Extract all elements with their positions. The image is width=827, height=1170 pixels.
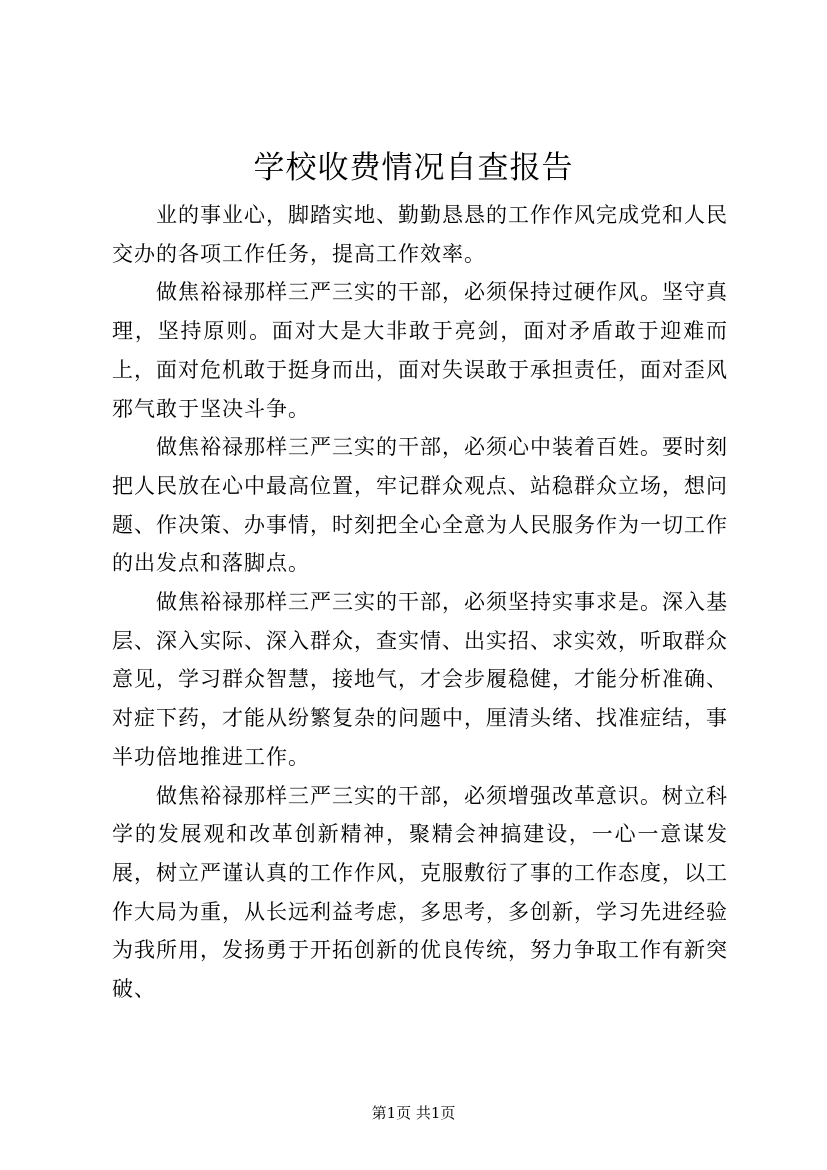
- document-title: 学校收费情况自查报告: [253, 150, 574, 186]
- page-footer: 第1页 共1页: [371, 1104, 456, 1122]
- paragraph: 做焦裕禄那样三严三实的干部，必须保持过硬作风。坚守真理，坚持原则。面对大是大非敢于亮剑，面对矛盾敢于迎难而上，面对危机敢于挺身而出，面对失误敢于承担责任，面对歪风邪气敢于坚决斗争。: [112, 280, 728, 421]
- document-body: [112, 196, 728, 1009]
- paragraph: 做焦裕禄那样三严三实的干部，必须心中装着百姓。要时刻把人民放在心中最高位置，牢记群众观点、站稳群众立场，想问题、作决策、办事情，时刻把全心全意为人民服务作为一切工作的出发点和落脚点。: [112, 435, 728, 576]
- paragraph: 业的事业心，脚踏实地、勤勤恳恳的工作作风完成党和人民交办的各项工作任务，提高工作效率。: [112, 203, 728, 266]
- paragraph: 做焦裕禄那样三严三实的干部，必须增强改革意识。树立科学的发展观和改革创新精神，聚精会神搞建设，一心一意谋发展，树立严谨认真的工作作风，克服敷衍了事的工作态度，以工作大局为重，从长远利益考虑，多思考，多创新，学习先进经验为我所用，发扬勇于开拓创新的优良传统，努力争取工作有新突破、: [112, 783, 728, 1002]
- paragraph: 做焦裕禄那样三严三实的干部，必须坚持实事求是。深入基层、深入实际、深入群众，查实情、出实招、求实效，听取群众意见，学习群众智慧，接地气，才会步履稳健，才能分析准确、对症下药，才能从纷繁复杂的问题中，厘清头绪、找准症结，事半功倍地推进工作。: [112, 590, 728, 769]
